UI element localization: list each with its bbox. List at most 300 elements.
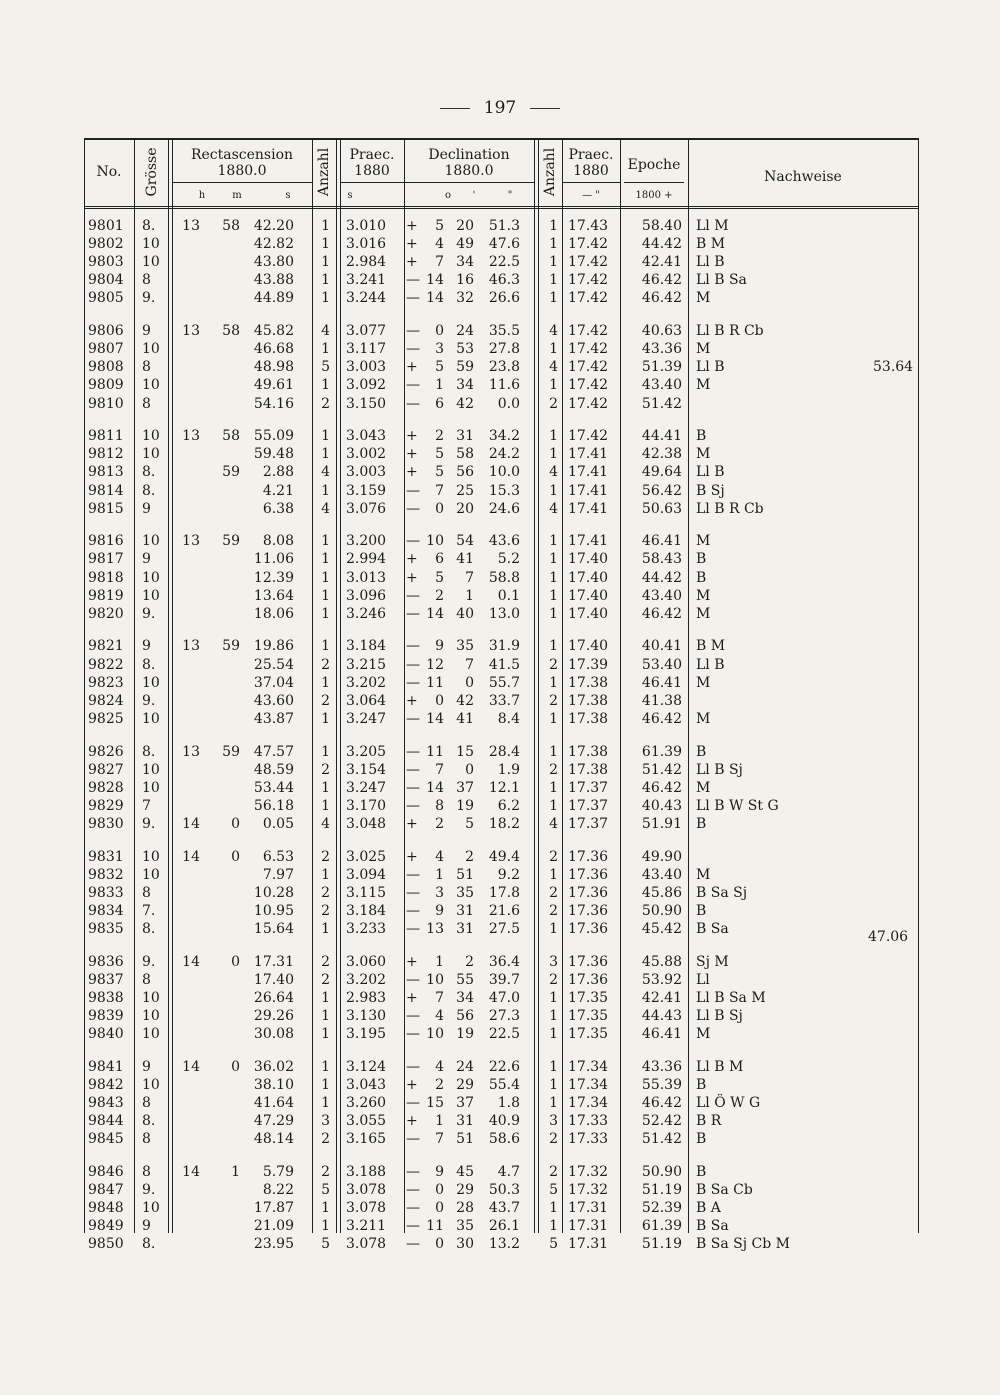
table-row — [84, 990, 919, 1007]
table-row — [84, 816, 919, 833]
cell-ra-precession: 3.010 — [346, 218, 387, 234]
cell-star-no: 9841 — [88, 1058, 124, 1075]
cell-references: Ll B M — [696, 1058, 744, 1075]
header-ra-m: m — [232, 190, 242, 201]
cell-epoch: 46.42 — [641, 605, 682, 622]
cell-ra-count: 2 — [321, 656, 330, 673]
cell-ra-count: 2 — [321, 971, 330, 988]
cell-references: Ll B R Cb — [696, 500, 764, 517]
cell-decl-sign: — — [406, 323, 420, 340]
cell-decl-count: 2 — [549, 395, 558, 412]
cell-ra-count: 2 — [321, 884, 330, 901]
table-row — [84, 954, 919, 971]
cell-decl-precession: 17.36 — [568, 866, 609, 883]
cell-decl-degrees: 2 — [435, 587, 444, 604]
cell-decl-seconds: 43.7 — [488, 1200, 520, 1217]
cell-decl-sign: — — [406, 638, 420, 655]
cell-ra-seconds: 38.10 — [253, 1076, 294, 1093]
cell-decl-minutes: 35 — [456, 638, 474, 655]
cell-decl-seconds: 26.6 — [488, 290, 520, 307]
table-row — [84, 780, 919, 797]
cell-ra-count: 2 — [321, 1163, 330, 1180]
cell-ra-precession: 3.055 — [346, 1113, 387, 1130]
cell-decl-precession: 17.36 — [568, 921, 609, 937]
cell-ra-count: 1 — [321, 1218, 330, 1235]
cell-decl-count: 1 — [549, 341, 558, 358]
cell-decl-precession: 17.36 — [568, 902, 609, 919]
cell-star-no: 9837 — [88, 971, 124, 988]
cell-ra-seconds: 37.04 — [253, 674, 294, 691]
table-row — [84, 606, 919, 623]
cell-references: B Sa Sj Cb M — [696, 1236, 790, 1253]
page-number: 197 — [483, 98, 517, 118]
table-row — [84, 588, 919, 605]
cell-decl-precession: 17.38 — [568, 674, 609, 691]
cell-magnitude: 9 — [142, 1058, 151, 1075]
cell-decl-sign: + — [406, 848, 418, 865]
cell-decl-sign: — — [406, 1008, 420, 1024]
cell-ra-precession: 3.043 — [346, 428, 387, 445]
cell-decl-precession: 17.42 — [568, 395, 609, 412]
table-row — [84, 711, 919, 728]
cell-decl-seconds: 31.9 — [488, 638, 520, 655]
table-row — [84, 272, 919, 289]
cell-ra-seconds: 48.14 — [253, 1131, 294, 1148]
cell-ra-precession: 3.096 — [346, 587, 387, 604]
table-row — [84, 798, 919, 815]
cell-decl-count: 1 — [549, 1008, 558, 1024]
cell-decl-degrees: 4 — [435, 848, 444, 865]
cell-ra-count: 2 — [321, 902, 330, 919]
cell-decl-precession: 17.42 — [568, 377, 609, 394]
cell-decl-count: 1 — [549, 638, 558, 655]
cell-ra-precession: 3.092 — [346, 377, 387, 394]
cell-decl-sign: — — [406, 971, 420, 988]
table-row — [84, 551, 919, 568]
cell-ra-seconds: 49.61 — [253, 377, 294, 394]
cell-decl-precession: 17.35 — [568, 1008, 609, 1024]
cell-star-no: 9833 — [88, 884, 124, 901]
cell-star-no: 9815 — [88, 500, 124, 517]
cell-decl-count: 2 — [549, 1163, 558, 1180]
cell-references: Ll B W St G — [696, 797, 779, 814]
cell-decl-sign: — — [406, 290, 420, 307]
cell-decl-precession: 17.39 — [568, 656, 609, 673]
cell-ra-count: 1 — [321, 866, 330, 883]
table-row — [84, 464, 919, 481]
cell-ra-seconds: 56.18 — [253, 797, 294, 814]
cell-magnitude: 8. — [142, 1113, 156, 1130]
cell-epoch: 44.42 — [641, 569, 682, 586]
cell-decl-sign: — — [406, 1131, 420, 1148]
cell-decl-seconds: 33.7 — [488, 692, 520, 709]
cell-magnitude: 10 — [142, 428, 160, 445]
cell-decl-sign: + — [406, 1113, 418, 1130]
cell-decl-sign: — — [406, 1026, 420, 1043]
cell-decl-minutes: 32 — [456, 290, 474, 307]
cell-decl-seconds: 27.8 — [488, 341, 520, 358]
cell-decl-precession: 17.42 — [568, 359, 609, 376]
cell-decl-degrees: 2 — [435, 1076, 444, 1093]
cell-ra-count: 1 — [321, 921, 330, 937]
cell-references: B — [696, 569, 707, 586]
cell-references: Ll B Sj — [696, 761, 743, 778]
cell-decl-sign: — — [406, 1095, 420, 1111]
cell-decl-count: 1 — [549, 236, 558, 253]
cell-decl-seconds: 41.5 — [488, 656, 520, 673]
cell-decl-minutes: 35 — [456, 1218, 474, 1235]
cell-decl-sign: — — [406, 710, 420, 727]
cell-ra-hours: 13 — [182, 218, 200, 234]
cell-ra-count: 4 — [321, 500, 330, 517]
table-row — [84, 323, 919, 340]
cell-magnitude: 9. — [142, 290, 156, 307]
cell-decl-precession: 17.42 — [568, 290, 609, 307]
cell-ra-precession: 3.043 — [346, 1076, 387, 1093]
cell-ra-precession: 3.205 — [346, 743, 387, 760]
cell-star-no: 9822 — [88, 656, 124, 673]
cell-star-no: 9803 — [88, 254, 124, 271]
table-row — [84, 1200, 919, 1217]
cell-decl-minutes: 20 — [456, 218, 474, 234]
cell-magnitude: 8 — [142, 884, 151, 901]
cell-epoch: 51.19 — [641, 1236, 682, 1253]
cell-ra-minutes: 0 — [231, 848, 240, 865]
cell-magnitude: 9. — [142, 605, 156, 622]
cell-ra-minutes: 59 — [222, 743, 240, 760]
cell-ra-seconds: 13.64 — [253, 587, 294, 604]
table-row — [84, 1008, 919, 1025]
cell-references: M — [696, 866, 711, 883]
cell-ra-precession: 3.078 — [346, 1182, 387, 1198]
cell-magnitude: 10 — [142, 989, 160, 1006]
cell-epoch: 45.42 — [641, 921, 682, 937]
cell-decl-seconds: 0.0 — [497, 395, 520, 412]
cell-ra-hours: 13 — [182, 743, 200, 760]
cell-star-no: 9814 — [88, 482, 124, 499]
cell-decl-seconds: 24.2 — [488, 446, 520, 463]
cell-ra-precession: 3.215 — [346, 656, 387, 673]
header-epoche-base: 1800 + — [635, 190, 673, 201]
cell-magnitude: 8 — [142, 359, 151, 376]
cell-ra-seconds: 47.57 — [253, 743, 294, 760]
cell-decl-precession: 17.35 — [568, 1026, 609, 1043]
cell-star-no: 9819 — [88, 587, 124, 604]
cell-ra-seconds: 26.64 — [253, 989, 294, 1006]
cell-decl-degrees: 5 — [435, 359, 444, 376]
cell-ra-seconds: 29.26 — [253, 1008, 294, 1024]
cell-ra-count: 1 — [321, 1200, 330, 1217]
cell-decl-seconds: 6.2 — [497, 797, 520, 814]
cell-epoch: 43.36 — [641, 341, 682, 358]
header-ra-title: Rectascension — [190, 147, 294, 163]
cell-decl-seconds: 10.0 — [488, 464, 520, 481]
cell-decl-sign: + — [406, 359, 418, 376]
cell-epoch: 44.41 — [641, 428, 682, 445]
cell-star-no: 9823 — [88, 674, 124, 691]
cell-ra-seconds: 41.64 — [253, 1095, 294, 1111]
cell-ra-seconds: 10.95 — [253, 902, 294, 919]
cell-ra-precession: 3.016 — [346, 236, 387, 253]
cell-ra-precession: 3.211 — [346, 1218, 387, 1235]
cell-decl-degrees: 11 — [426, 1218, 444, 1235]
table-row — [84, 657, 919, 674]
cell-decl-degrees: 0 — [435, 1200, 444, 1217]
cell-ra-minutes: 58 — [222, 428, 240, 445]
cell-decl-minutes: 16 — [456, 272, 474, 289]
cell-star-no: 9808 — [88, 359, 124, 376]
cell-magnitude: 10 — [142, 761, 160, 778]
cell-decl-sign: + — [406, 989, 418, 1006]
cell-ra-precession: 3.117 — [346, 341, 387, 358]
cell-ra-precession: 3.078 — [346, 1200, 387, 1217]
cell-decl-minutes: 15 — [456, 743, 474, 760]
cell-decl-seconds: 39.7 — [488, 971, 520, 988]
cell-decl-count: 5 — [549, 1182, 558, 1198]
cell-epoch: 42.41 — [641, 254, 682, 271]
cell-magnitude: 8. — [142, 1236, 156, 1253]
cell-decl-minutes: 31 — [456, 428, 474, 445]
cell-ra-count: 1 — [321, 1058, 330, 1075]
cell-epoch: 42.38 — [641, 446, 682, 463]
cell-references: B Sj — [696, 482, 725, 499]
cell-decl-count: 2 — [549, 692, 558, 709]
cell-decl-precession: 17.34 — [568, 1076, 609, 1093]
cell-magnitude: 10 — [142, 587, 160, 604]
cell-decl-count: 1 — [549, 272, 558, 289]
header-decl-sec: " — [507, 190, 513, 201]
cell-ra-count: 4 — [321, 464, 330, 481]
cell-decl-precession: 17.36 — [568, 953, 609, 970]
cell-decl-count: 1 — [549, 290, 558, 307]
cell-decl-minutes: 35 — [456, 884, 474, 901]
cell-decl-sign: — — [406, 884, 420, 901]
cell-star-no: 9824 — [88, 692, 124, 709]
cell-ra-seconds: 45.82 — [253, 323, 294, 340]
cell-ra-seconds: 4.21 — [262, 482, 294, 499]
cell-decl-degrees: 10 — [426, 971, 444, 988]
cell-references: M — [696, 290, 711, 307]
cell-decl-precession: 17.42 — [568, 323, 609, 340]
cell-magnitude: 9. — [142, 1182, 156, 1198]
cell-star-no: 9806 — [88, 323, 124, 340]
cell-ra-precession: 3.202 — [346, 971, 387, 988]
cell-epoch: 46.42 — [641, 779, 682, 796]
cell-decl-count: 3 — [549, 953, 558, 970]
cell-ra-seconds: 53.44 — [253, 779, 294, 796]
cell-decl-minutes: 31 — [456, 902, 474, 919]
cell-ra-count: 1 — [321, 743, 330, 760]
cell-star-no: 9850 — [88, 1236, 124, 1253]
cell-decl-sign: — — [406, 1218, 420, 1235]
cell-decl-degrees: 13 — [426, 921, 444, 937]
cell-decl-minutes: 54 — [456, 533, 474, 550]
cell-decl-precession: 17.40 — [568, 569, 609, 586]
cell-decl-seconds: 55.7 — [488, 674, 520, 691]
cell-epoch: 46.42 — [641, 1095, 682, 1111]
cell-decl-seconds: 22.6 — [488, 1058, 520, 1075]
cell-epoch: 58.40 — [641, 218, 682, 234]
cell-ra-precession: 3.124 — [346, 1058, 387, 1075]
table-row — [84, 867, 919, 884]
header-praec2-title: Praec. — [568, 147, 614, 163]
cell-decl-count: 1 — [549, 587, 558, 604]
cell-references: Ll B Sa — [696, 272, 747, 289]
cell-references: M — [696, 674, 711, 691]
cell-ra-minutes: 58 — [222, 218, 240, 234]
cell-ra-seconds: 7.97 — [262, 866, 294, 883]
cell-star-no: 9846 — [88, 1163, 124, 1180]
cell-decl-precession: 17.34 — [568, 1058, 609, 1075]
cell-magnitude: 9. — [142, 692, 156, 709]
cell-decl-minutes: 34 — [456, 377, 474, 394]
cell-magnitude: 8. — [142, 464, 156, 481]
cell-decl-degrees: 2 — [435, 428, 444, 445]
cell-decl-sign: — — [406, 605, 420, 622]
cell-decl-degrees: 7 — [435, 482, 444, 499]
cell-decl-count: 1 — [549, 1076, 558, 1093]
cell-decl-degrees: 0 — [435, 692, 444, 709]
cell-magnitude: 8. — [142, 482, 156, 499]
cell-epoch: 46.42 — [641, 710, 682, 727]
cell-ra-seconds: 17.40 — [253, 971, 294, 988]
cell-decl-count: 2 — [549, 656, 558, 673]
cell-magnitude: 10 — [142, 779, 160, 796]
cell-ra-count: 1 — [321, 428, 330, 445]
cell-decl-precession: 17.42 — [568, 272, 609, 289]
cell-star-no: 9842 — [88, 1076, 124, 1093]
cell-decl-sign: + — [406, 953, 418, 970]
cell-decl-minutes: 19 — [456, 1026, 474, 1043]
cell-references: Ll B — [696, 359, 725, 376]
cell-decl-seconds: 13.2 — [488, 1236, 520, 1253]
cell-decl-sign: + — [406, 569, 418, 586]
cell-ra-seconds: 21.09 — [253, 1218, 294, 1235]
cell-ra-precession: 3.200 — [346, 533, 387, 550]
cell-epoch: 51.42 — [641, 761, 682, 778]
cell-ra-precession: 3.048 — [346, 815, 387, 832]
cell-decl-count: 1 — [549, 710, 558, 727]
cell-decl-minutes: 49 — [456, 236, 474, 253]
table-row — [84, 638, 919, 655]
cell-ra-count: 2 — [321, 953, 330, 970]
cell-decl-count: 1 — [549, 921, 558, 937]
cell-references: B — [696, 1076, 707, 1093]
cell-decl-minutes: 20 — [456, 500, 474, 517]
cell-star-no: 9840 — [88, 1026, 124, 1043]
cell-decl-seconds: 40.9 — [488, 1113, 520, 1130]
cell-ra-seconds: 43.80 — [253, 254, 294, 271]
cell-ra-precession: 2.994 — [346, 551, 387, 568]
cell-epoch: 40.43 — [641, 797, 682, 814]
cell-references: B A — [696, 1200, 721, 1217]
cell-decl-degrees: 3 — [435, 884, 444, 901]
cell-ra-seconds: 30.08 — [253, 1026, 294, 1043]
table-row — [84, 885, 919, 902]
cell-decl-count: 5 — [549, 1236, 558, 1253]
cell-decl-minutes: 2 — [465, 848, 474, 865]
table-row — [84, 396, 919, 413]
cell-ra-hours: 13 — [182, 533, 200, 550]
cell-magnitude: 10 — [142, 341, 160, 358]
cell-decl-sign: — — [406, 272, 420, 289]
cell-decl-sign: — — [406, 377, 420, 394]
cell-epoch: 46.41 — [641, 1026, 682, 1043]
cell-decl-precession: 17.38 — [568, 710, 609, 727]
cell-references: M — [696, 377, 711, 394]
table-row — [84, 377, 919, 394]
cell-magnitude: 8 — [142, 1163, 151, 1180]
cell-ra-precession: 3.188 — [346, 1163, 387, 1180]
cell-ra-minutes: 0 — [231, 1058, 240, 1075]
cell-ra-seconds: 48.59 — [253, 761, 294, 778]
cell-ra-precession: 3.003 — [346, 359, 387, 376]
cell-decl-count: 4 — [549, 323, 558, 340]
cell-ra-minutes: 0 — [231, 815, 240, 832]
cell-decl-precession: 17.40 — [568, 605, 609, 622]
cell-decl-precession: 17.31 — [568, 1218, 609, 1235]
cell-epoch: 44.43 — [641, 1008, 682, 1024]
cell-decl-minutes: 34 — [456, 254, 474, 271]
cell-ra-seconds: 15.64 — [253, 921, 294, 937]
cell-decl-count: 2 — [549, 1131, 558, 1148]
cell-ra-seconds: 11.06 — [253, 551, 294, 568]
cell-ra-precession: 3.233 — [346, 921, 387, 937]
cell-decl-degrees: 0 — [435, 323, 444, 340]
cell-magnitude: 9 — [142, 551, 151, 568]
cell-decl-seconds: 36.4 — [488, 953, 520, 970]
cell-ra-count: 2 — [321, 692, 330, 709]
cell-ra-seconds: 54.16 — [253, 395, 294, 412]
cell-epoch: 46.41 — [641, 533, 682, 550]
cell-decl-minutes: 30 — [456, 1236, 474, 1253]
cell-decl-sign: — — [406, 395, 420, 412]
cell-ra-minutes: 58 — [222, 323, 240, 340]
cell-star-no: 9813 — [88, 464, 124, 481]
cell-epoch: 61.39 — [641, 1218, 682, 1235]
cell-decl-count: 2 — [549, 902, 558, 919]
cell-decl-minutes: 7 — [465, 569, 474, 586]
cell-decl-precession: 17.43 — [568, 218, 609, 234]
cell-decl-minutes: 29 — [456, 1076, 474, 1093]
cell-decl-sign: + — [406, 464, 418, 481]
cell-ra-precession: 3.165 — [346, 1131, 387, 1148]
cell-references: B Sa Cb — [696, 1182, 753, 1198]
cell-ra-count: 1 — [321, 674, 330, 691]
cell-decl-seconds: 47.6 — [488, 236, 520, 253]
cell-star-no: 9820 — [88, 605, 124, 622]
cell-magnitude: 10 — [142, 254, 160, 271]
cell-magnitude: 7 — [142, 797, 151, 814]
cell-ra-seconds: 6.53 — [262, 848, 294, 865]
cell-decl-count: 1 — [549, 674, 558, 691]
cell-magnitude: 10 — [142, 866, 160, 883]
cell-ra-count: 1 — [321, 710, 330, 727]
cell-ra-hours: 14 — [182, 1058, 200, 1075]
cell-decl-degrees: 15 — [426, 1095, 444, 1111]
cell-epoch: 49.90 — [641, 848, 682, 865]
cell-ra-seconds: 8.22 — [262, 1182, 294, 1198]
cell-decl-minutes: 51 — [456, 1131, 474, 1148]
cell-decl-count: 1 — [549, 1218, 558, 1235]
cell-star-no: 9828 — [88, 779, 124, 796]
cell-decl-seconds: 58.6 — [488, 1131, 520, 1148]
cell-decl-count: 1 — [549, 377, 558, 394]
cell-epoch: 41.38 — [641, 692, 682, 709]
cell-decl-count: 1 — [549, 797, 558, 814]
cell-decl-degrees: 5 — [435, 569, 444, 586]
cell-decl-minutes: 0 — [465, 761, 474, 778]
